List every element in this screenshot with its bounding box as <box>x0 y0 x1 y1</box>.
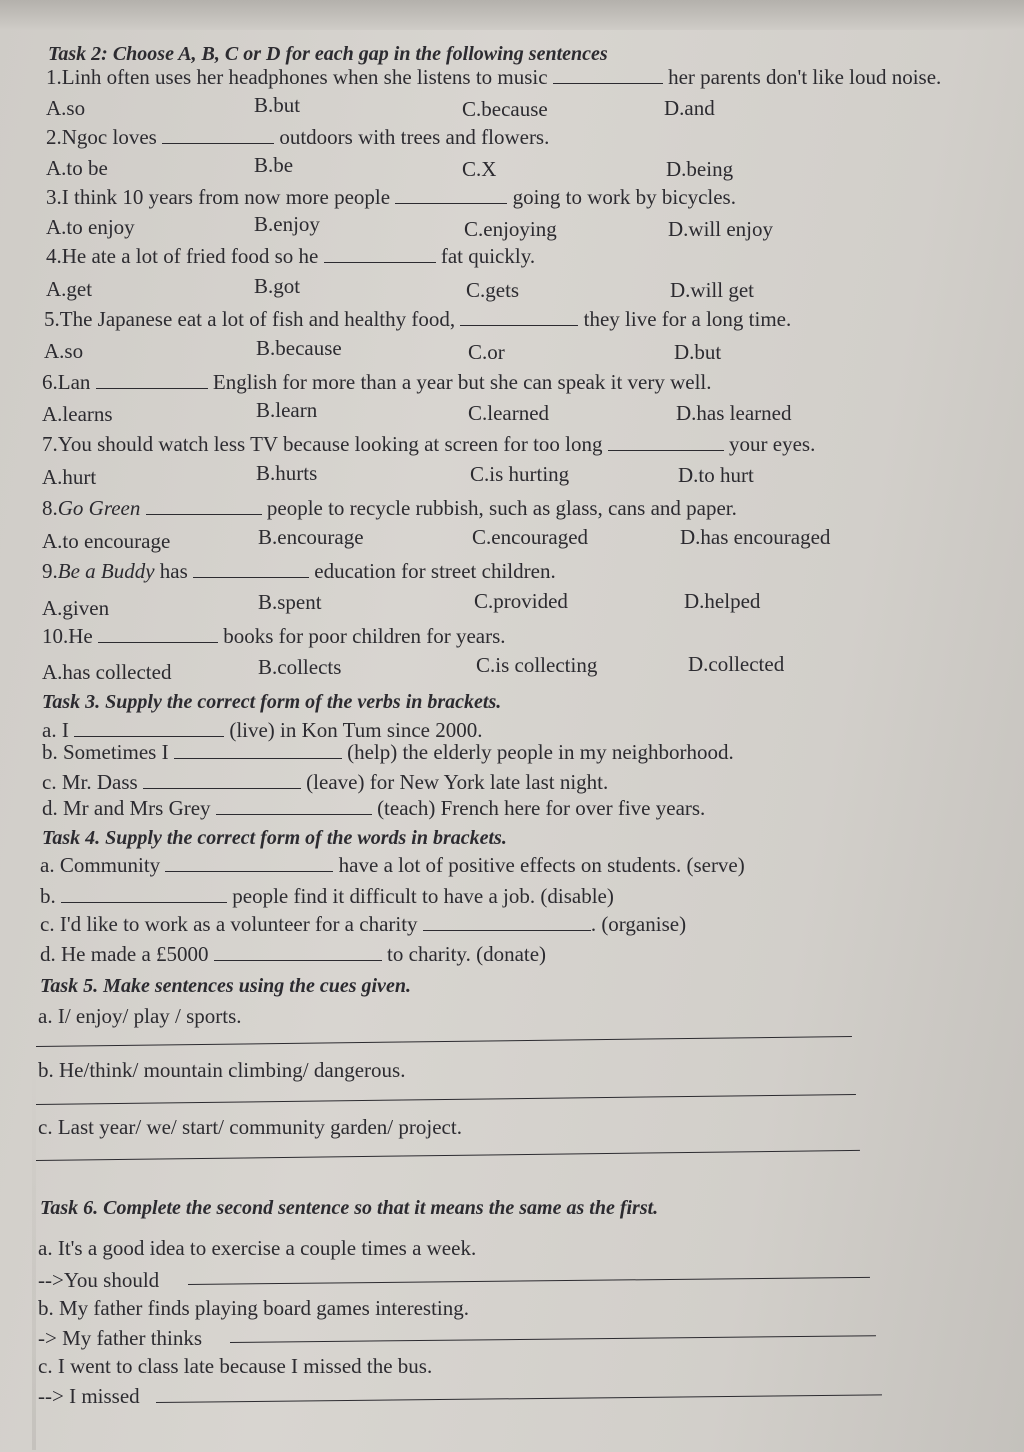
answer-line[interactable] <box>36 1094 856 1105</box>
answer-blank[interactable] <box>74 718 224 737</box>
option-d[interactable]: D.helped <box>684 589 761 613</box>
answer-line[interactable] <box>156 1394 882 1403</box>
answer-blank[interactable] <box>61 884 227 903</box>
task6-prompt-c: --> I missed <box>38 1384 140 1408</box>
option-d[interactable]: D.will enjoy <box>668 217 773 241</box>
answer-blank[interactable] <box>162 125 274 144</box>
answer-line[interactable] <box>188 1277 870 1285</box>
option-b[interactable]: B.because <box>256 336 342 360</box>
option-a[interactable]: A.has collected <box>42 660 172 684</box>
answer-blank[interactable] <box>460 307 578 326</box>
answer-line[interactable] <box>230 1335 876 1343</box>
option-b[interactable]: B.collects <box>258 655 342 679</box>
option-d[interactable]: D.has learned <box>676 401 792 425</box>
option-a[interactable]: A.to be <box>46 156 108 180</box>
task4-item-a: a. Community have a lot of positive effects on students. (serve) <box>40 853 745 877</box>
option-c[interactable]: C.learned <box>468 401 550 425</box>
task5-item-a: a. I/ enjoy/ play / sports. <box>38 1004 242 1028</box>
task3-heading: Task 3. Supply the correct form of the verbs in brackets. <box>42 691 502 713</box>
question-6: 6.Lan English for more than a year but she can speak it very well. <box>42 370 712 394</box>
option-a[interactable]: A.hurt <box>42 465 97 489</box>
answer-blank[interactable] <box>395 185 507 204</box>
task6-heading: Task 6. Complete the second sentence so that it means the same as the first. <box>40 1197 659 1219</box>
option-c[interactable]: C.encouraged <box>472 525 589 549</box>
option-c[interactable]: C.or <box>468 340 505 364</box>
option-a[interactable]: A.get <box>46 277 93 301</box>
answer-blank[interactable] <box>214 942 382 961</box>
option-c[interactable]: C.X <box>462 157 497 181</box>
task5-item-b: b. He/think/ mountain climbing/ dangerous. <box>38 1058 406 1082</box>
question-1: 1.Linh often uses her headphones when she listens to music her parents don't like loud noise. <box>46 65 942 89</box>
option-a[interactable]: A.so <box>46 96 86 120</box>
task6-prompt-a: -->You should <box>38 1268 160 1292</box>
task6-prompt-b: -> My father thinks <box>38 1326 203 1350</box>
question-10: 10.He books for poor children for years. <box>42 624 506 648</box>
task3-item-d: d. Mr and Mrs Grey (teach) French here for over five years. <box>42 796 706 820</box>
answer-blank[interactable] <box>553 65 663 84</box>
option-a[interactable]: A.to enjoy <box>46 215 135 239</box>
question-5: 5.The Japanese eat a lot of fish and healthy food, they live for a long time. <box>44 307 792 331</box>
option-c[interactable]: C.enjoying <box>464 217 557 241</box>
task3-item-b: b. Sometimes I (help) the elderly people in my neighborhood. <box>42 740 734 764</box>
option-c[interactable]: C.gets <box>466 278 520 302</box>
option-b[interactable]: B.got <box>254 274 301 298</box>
option-d[interactable]: D.will get <box>670 278 754 302</box>
answer-blank[interactable] <box>193 559 309 578</box>
task4-item-c: c. I'd like to work as a volunteer for a charity . (organise) <box>40 912 687 936</box>
question-2: 2.Ngoc loves outdoors with trees and flowers. <box>46 125 550 149</box>
answer-blank[interactable] <box>174 740 342 759</box>
option-c[interactable]: C.is collecting <box>476 653 598 677</box>
option-b[interactable]: B.enjoy <box>254 212 320 236</box>
option-c[interactable]: C.is hurting <box>470 462 570 486</box>
question-8: 8.Go Green people to recycle rubbish, such as glass, cans and paper. <box>42 496 737 520</box>
option-c[interactable]: C.provided <box>474 589 568 613</box>
option-c[interactable]: C.because <box>462 97 548 121</box>
task6-item-a: a. It's a good idea to exercise a couple times a week. <box>38 1236 477 1260</box>
option-b[interactable]: B.encourage <box>258 525 364 549</box>
task2-heading: Task 2: Choose A, B, C or D for each gap in the following sentences <box>48 43 608 65</box>
question-9: 9.Be a Buddy has education for street children. <box>42 559 556 583</box>
task3-item-a: a. I (live) in Kon Tum since 2000. <box>42 718 483 742</box>
option-b[interactable]: B.hurts <box>256 461 318 485</box>
answer-blank[interactable] <box>324 244 436 263</box>
option-a[interactable]: A.given <box>42 596 110 620</box>
question-7: 7.You should watch less TV because looking at screen for too long your eyes. <box>42 432 816 456</box>
answer-blank[interactable] <box>423 912 591 931</box>
option-a[interactable]: A.so <box>44 339 84 363</box>
task3-item-c: c. Mr. Dass (leave) for New York late last night. <box>42 770 609 794</box>
task5-item-c: c. Last year/ we/ start/ community garden/ project. <box>38 1115 462 1139</box>
answer-blank[interactable] <box>165 853 333 872</box>
option-a[interactable]: A.to encourage <box>42 529 171 553</box>
answer-line[interactable] <box>36 1036 852 1047</box>
task4-heading: Task 4. Supply the correct form of the words in brackets. <box>42 827 507 849</box>
answer-blank[interactable] <box>143 770 301 789</box>
option-d[interactable]: D.and <box>664 96 715 120</box>
answer-blank[interactable] <box>216 796 372 815</box>
answer-blank[interactable] <box>608 432 724 451</box>
task6-item-c: c. I went to class late because I missed the bus. <box>38 1354 433 1378</box>
task4-item-b: b. people find it difficult to have a job. (disable) <box>40 884 614 908</box>
option-b[interactable]: B.learn <box>256 398 318 422</box>
option-d[interactable]: D.to hurt <box>678 463 754 487</box>
question-4: 4.He ate a lot of fried food so he fat quickly. <box>46 244 536 268</box>
option-d[interactable]: D.being <box>666 157 734 181</box>
option-d[interactable]: D.but <box>674 340 722 364</box>
answer-blank[interactable] <box>98 624 218 643</box>
question-3: 3.I think 10 years from now more people going to work by bicycles. <box>46 185 736 209</box>
option-d[interactable]: D.collected <box>688 652 785 676</box>
option-d[interactable]: D.has encouraged <box>680 525 831 549</box>
option-b[interactable]: B.but <box>254 93 301 117</box>
answer-blank[interactable] <box>146 496 262 515</box>
option-b[interactable]: B.spent <box>258 590 322 614</box>
option-b[interactable]: B.be <box>254 153 294 177</box>
option-a[interactable]: A.learns <box>42 402 113 426</box>
task6-item-b: b. My father finds playing board games interesting. <box>38 1296 469 1320</box>
answer-blank[interactable] <box>96 370 208 389</box>
task5-heading: Task 5. Make sentences using the cues given. <box>40 975 411 997</box>
answer-line[interactable] <box>36 1150 860 1161</box>
task4-item-d: d. He made a £5000 to charity. (donate) <box>40 942 547 966</box>
